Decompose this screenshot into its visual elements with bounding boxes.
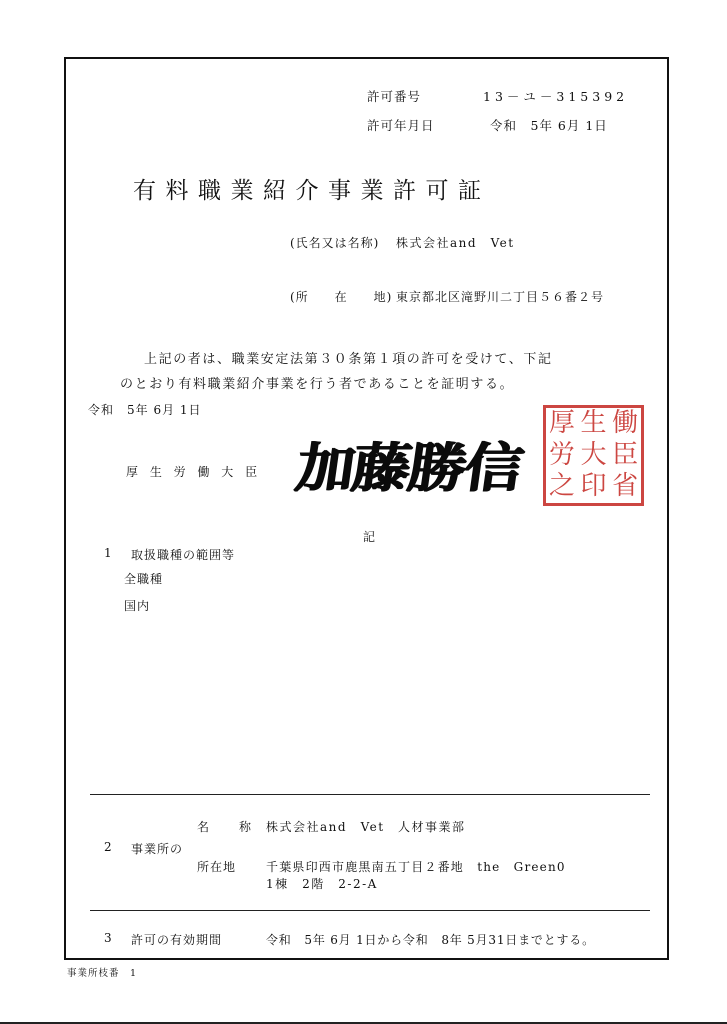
item-3-number: 3 <box>104 931 113 945</box>
office-address-line-1: 千葉県印西市鹿黒南五丁目２番地 the Green0 <box>266 860 566 874</box>
item-3-label: 許可の有効期間 <box>131 933 223 947</box>
certification-line-2: のとおり有料職業紹介事業を行う者であることを証明する。 <box>120 377 515 392</box>
seal-char: 労 <box>548 439 575 470</box>
item-1-number: 1 <box>104 546 113 560</box>
seal-char: 省 <box>612 471 639 502</box>
seal-char: 働 <box>612 408 639 438</box>
holder-address-label: (所 在 地) <box>290 290 393 304</box>
seal-char: 之 <box>548 471 575 502</box>
holder-address: 東京都北区滝野川二丁目５６番２号 <box>396 290 605 304</box>
divider <box>90 794 650 795</box>
office-address-line-2: 1棟 2階 2-2-A <box>266 877 378 891</box>
holder-name-label: (氏名又は名称) <box>290 236 380 250</box>
seal-char: 臣 <box>612 439 639 470</box>
item-2-label: 事業所の <box>131 842 184 856</box>
item-2-number: 2 <box>104 840 113 854</box>
item-1-value-region: 国内 <box>124 599 151 613</box>
office-name-label: 名 称 <box>197 820 254 834</box>
validity-period: 令和 5年 6月 1日から令和 8年 5月31日までとする。 <box>266 933 595 947</box>
office-name: 株式会社and Vet 人材事業部 <box>266 820 466 834</box>
official-seal <box>543 405 644 506</box>
holder-name: 株式会社and Vet <box>396 236 515 250</box>
branch-number: 事業所枝番 1 <box>67 968 138 979</box>
certification-line-1: 上記の者は、職業安定法第３０条第１項の許可を受けて、下記 <box>144 352 553 367</box>
ki-heading: 記 <box>363 530 377 544</box>
permit-number: 13－ユ－315392 <box>483 89 629 104</box>
minister-title: 厚 生 労 働 大 臣 <box>126 465 262 479</box>
certification-date: 令和 5年 6月 1日 <box>88 403 202 417</box>
permit-date-label: 許可年月日 <box>367 118 435 133</box>
permit-number-label: 許可番号 <box>367 89 422 104</box>
office-address-label: 所在地 <box>197 860 237 874</box>
minister-signature: 加藤勝信 <box>292 436 526 500</box>
seal-char: 大 <box>580 439 607 470</box>
seal-char: 印 <box>580 471 607 502</box>
item-1-label: 取扱職種の範囲等 <box>131 548 236 562</box>
seal-char: 厚 <box>548 408 575 438</box>
item-1-value-occupations: 全職種 <box>124 572 164 586</box>
document-title: 有料職業紹介事業許可証 <box>133 178 491 204</box>
divider <box>90 910 650 911</box>
permit-date: 令和 5年 6月 1日 <box>490 118 608 133</box>
seal-char: 生 <box>580 408 607 438</box>
